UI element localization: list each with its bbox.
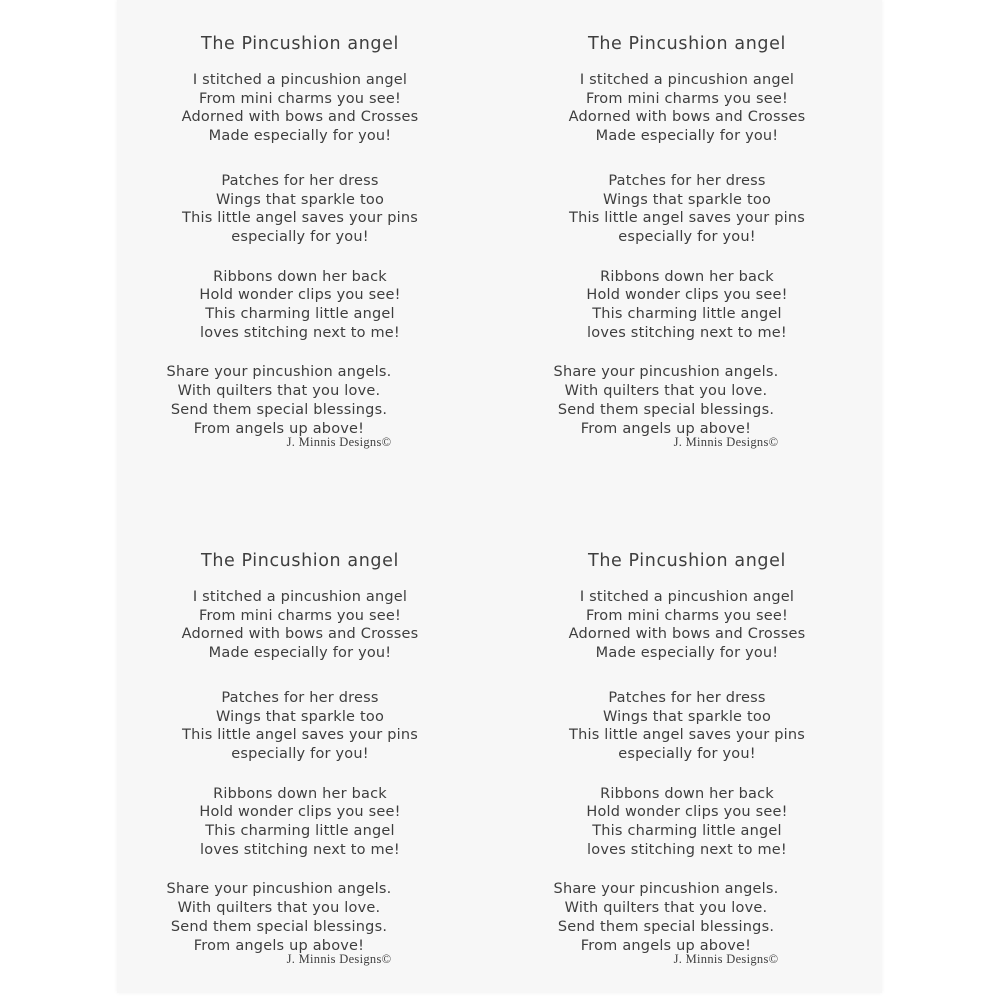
poem-line: Ribbons down her back [600, 268, 774, 285]
stanza-1 [569, 588, 806, 663]
stanza-4 [167, 880, 392, 955]
poem-line: Wings that sparkle too [602, 191, 772, 208]
poem-line: especially for you! [618, 745, 756, 762]
signature: J. Minnis Designs© [673, 952, 779, 967]
poem-line: Hold wonder clips you see! [586, 804, 788, 821]
poem-line: I stitched a pincushion angel [192, 589, 408, 605]
poem-line: loves stitching next to me! [587, 841, 787, 858]
poem-line: Share your pincushion angels. [166, 881, 392, 898]
poem-line: With quilters that you love. [177, 900, 381, 917]
final-stanza-group [554, 880, 779, 967]
poem-title: The Pincushion angel [588, 551, 786, 571]
poem-line: loves stitching next to me! [200, 324, 400, 341]
poem [150, 30, 450, 450]
stanza-4 [554, 880, 779, 955]
poem [537, 547, 837, 967]
poem-line: Made especially for you! [208, 128, 392, 145]
poem-block-top-left [150, 30, 450, 450]
poem-line: Wings that sparkle too [215, 191, 385, 208]
poem-line: With quilters that you love. [177, 383, 381, 400]
poem-line: especially for you! [231, 228, 369, 245]
signature: J. Minnis Designs© [673, 435, 779, 450]
poem-title: The Pincushion angel [201, 551, 399, 571]
poem-line: With quilters that you love. [564, 900, 768, 917]
poem-line: Adorned with bows and Crosses [568, 626, 806, 643]
poem-line: This little angel saves your pins [569, 210, 805, 227]
poem-line: This little angel saves your pins [569, 727, 805, 744]
poem-sheet [117, 0, 882, 993]
stanza-3 [199, 268, 400, 343]
poem-line: This little angel saves your pins [182, 210, 418, 227]
poem-title: The Pincushion angel [201, 34, 399, 54]
stanza-4 [554, 363, 779, 438]
final-stanza-group [167, 363, 392, 450]
poem-line: From angels up above! [193, 420, 365, 437]
stanza-2 [569, 689, 805, 764]
poem-line: Patches for her dress [221, 689, 379, 706]
poem-line: especially for you! [618, 228, 756, 245]
stanza-3 [199, 785, 400, 860]
poem-line: I stitched a pincushion angel [579, 589, 795, 605]
poem-line: Ribbons down her back [213, 785, 387, 802]
poem-line: Send them special blessings. [170, 401, 388, 418]
poem-line: Adorned with bows and Crosses [181, 109, 419, 126]
poem-line: From mini charms you see! [198, 90, 401, 107]
poem [150, 547, 450, 967]
poem-line: I stitched a pincushion angel [579, 72, 795, 88]
poem-block-bottom-left [150, 547, 450, 967]
poem-line: Hold wonder clips you see! [199, 287, 401, 304]
poem [537, 30, 837, 450]
poem-line: Adorned with bows and Crosses [568, 109, 806, 126]
signature: J. Minnis Designs© [286, 952, 392, 967]
poem-line: loves stitching next to me! [587, 324, 787, 341]
poem-line: Made especially for you! [595, 128, 779, 145]
poem-line: Made especially for you! [208, 645, 392, 662]
poem-line: This charming little angel [205, 823, 395, 840]
poem-block-bottom-right [537, 547, 837, 967]
poem-line: Hold wonder clips you see! [586, 287, 788, 304]
poem-line: Send them special blessings. [557, 918, 775, 935]
stanza-1 [182, 588, 419, 663]
stanza-2 [182, 172, 418, 247]
stanza-1 [182, 71, 419, 146]
final-stanza-group [167, 880, 392, 967]
stanza-3 [586, 785, 787, 860]
poem-line: From mini charms you see! [585, 90, 788, 107]
poem-line: From angels up above! [580, 937, 752, 954]
stanza-1 [569, 71, 806, 146]
poem-line: From mini charms you see! [585, 607, 788, 624]
poem-line: Send them special blessings. [170, 918, 388, 935]
stanza-2 [182, 689, 418, 764]
poem-line: Made especially for you! [595, 645, 779, 662]
poem-line: Share your pincushion angels. [553, 364, 779, 381]
poem-line: loves stitching next to me! [200, 841, 400, 858]
signature: J. Minnis Designs© [286, 435, 392, 450]
poem-line: Share your pincushion angels. [553, 881, 779, 898]
poem-title: The Pincushion angel [588, 34, 786, 54]
poem-line: This charming little angel [592, 823, 782, 840]
poem-line: Patches for her dress [221, 172, 379, 189]
poem-block-top-right [537, 30, 837, 450]
poem-line: This little angel saves your pins [182, 727, 418, 744]
final-stanza-group [554, 363, 779, 450]
poem-line: I stitched a pincushion angel [192, 72, 408, 88]
poem-line: Send them special blessings. [557, 401, 775, 418]
poem-line: Patches for her dress [608, 689, 766, 706]
poem-line: Adorned with bows and Crosses [181, 626, 419, 643]
poem-line: Ribbons down her back [600, 785, 774, 802]
poem-line: Patches for her dress [608, 172, 766, 189]
poem-line: From angels up above! [580, 420, 752, 437]
poem-line: This charming little angel [205, 306, 395, 323]
poem-line: Ribbons down her back [213, 268, 387, 285]
stanza-3 [586, 268, 787, 343]
poem-line: Hold wonder clips you see! [199, 804, 401, 821]
poem-line: With quilters that you love. [564, 383, 768, 400]
poem-line: Wings that sparkle too [215, 708, 385, 725]
poem-line: From mini charms you see! [198, 607, 401, 624]
stanza-4 [167, 363, 392, 438]
poem-line: From angels up above! [193, 937, 365, 954]
poem-line: Share your pincushion angels. [166, 364, 392, 381]
stanza-2 [569, 172, 805, 247]
poem-line: This charming little angel [592, 306, 782, 323]
poem-line: Wings that sparkle too [602, 708, 772, 725]
poem-line: especially for you! [231, 745, 369, 762]
